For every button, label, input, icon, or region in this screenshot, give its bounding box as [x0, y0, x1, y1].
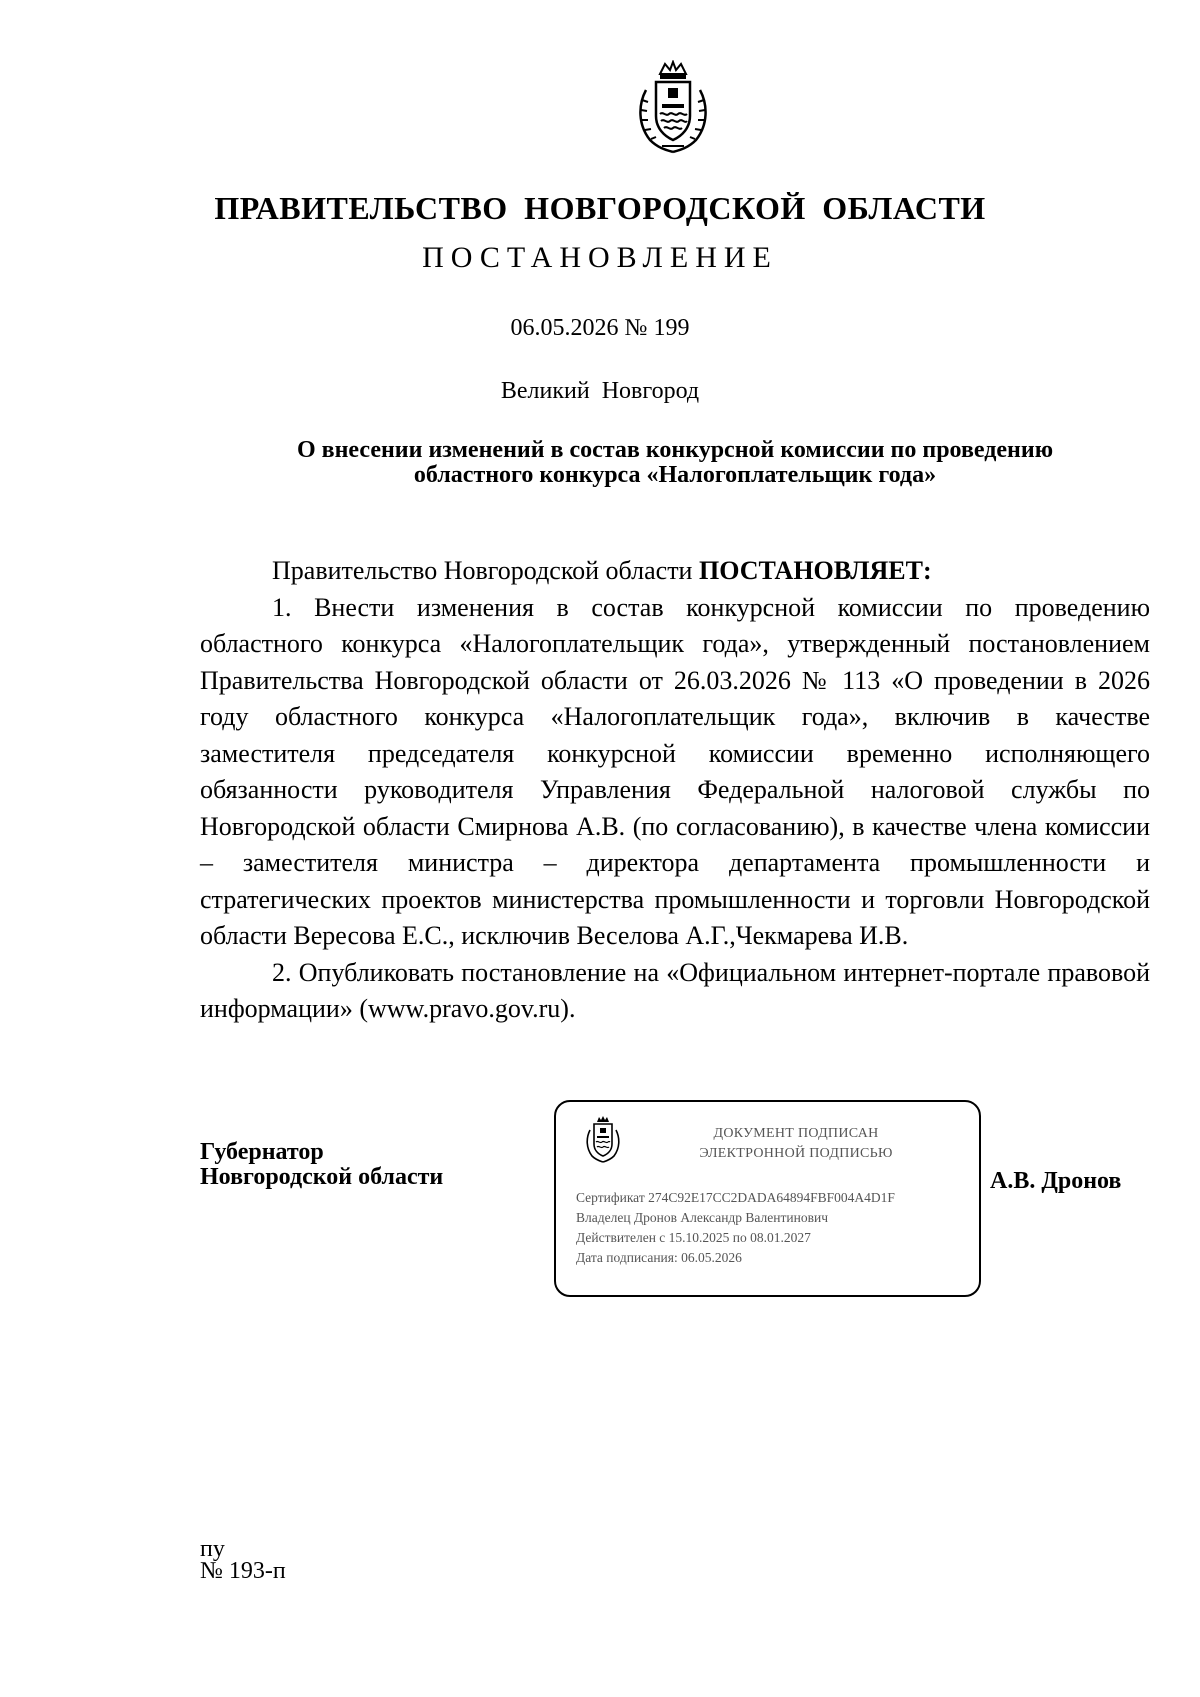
preamble-decision: ПОСТАНОВЛЯЕТ: [698, 556, 932, 585]
registration-number: № 193-п [200, 1558, 286, 1584]
stamp-heading-line-2: ЭЛЕКТРОННОЙ ПОДПИСЬЮ [699, 1146, 893, 1161]
document-subject [200, 438, 1150, 488]
signer-name: А.В. Дронов [990, 1168, 1122, 1194]
document-type: ПОСТАНОВЛЕНИЕ [422, 241, 778, 274]
stamp-coat-of-arms-icon [584, 1116, 622, 1164]
registration-mark [200, 1538, 286, 1582]
preamble-text: Правительство Новгородской области [272, 556, 699, 585]
document-date-number: 06.05.2026 № 199 [510, 315, 690, 341]
electronic-signature-stamp [554, 1100, 981, 1297]
signer-position-line-1: Губернатор [200, 1139, 324, 1165]
organization-title: ПРАВИТЕЛЬСТВО НОВГОРОДСКОЙ ОБЛАСТИ [214, 190, 986, 226]
stamp-owner: Владелец Дронов Александр Валентинович [576, 1210, 828, 1225]
document-body [200, 553, 1150, 1028]
signer-position [200, 1140, 443, 1190]
document-city: Великий Новгород [500, 378, 700, 404]
signer-position-line-2: Новгородской области [200, 1164, 444, 1190]
stamp-validity: Действителен с 15.10.2025 по 08.01.2027 [576, 1230, 811, 1245]
registration-code: пу [200, 1536, 225, 1562]
coat-of-arms-icon [632, 60, 714, 156]
subject-line-1: О внесении изменений в состав конкурсной комиссии по проведению [296, 437, 1054, 463]
body-item-2: 2. Опубликовать постановление на «Официальном интернет-портале правовой информации» (www.pravo.gov.ru). [200, 957, 1150, 1023]
stamp-signing-date: Дата подписания: 06.05.2026 [576, 1250, 742, 1265]
body-item-1: 1. Внести изменения в состав конкурсной комиссии по проведению областного конкурса «Налогоплательщик года», утвержденный постановлением Правительства Новгородской области от 26.03.2026 № 113 «О проведении в 2026 году областного конкурса «Налогоплательщик года», включив в качестве заместителя председателя конкурсной комиссии временно исполняющего обязанности руководителя Управления Федеральной налоговой службы по Новгородской области Смирнова А.В. (по согласованию), в качестве члена комиссии – заместителя министра – директора департамента промышленности и стратегических проектов министерства промышленности и торговли Новгородской области Вересова Е.С., исключив Веселова А.Г.,Чекмарева И.В. [200, 592, 1150, 950]
stamp-heading [636, 1124, 956, 1164]
subject-line-2: областного конкурса «Налогоплательщик года» [413, 462, 937, 488]
stamp-heading-line-1: ДОКУМЕНТ ПОДПИСАН [713, 1126, 879, 1141]
preamble [200, 553, 1150, 590]
stamp-details [576, 1188, 895, 1268]
stamp-certificate: Сертификат 274C92E17CC2DADA64894FBF004A4D1F [576, 1190, 895, 1205]
